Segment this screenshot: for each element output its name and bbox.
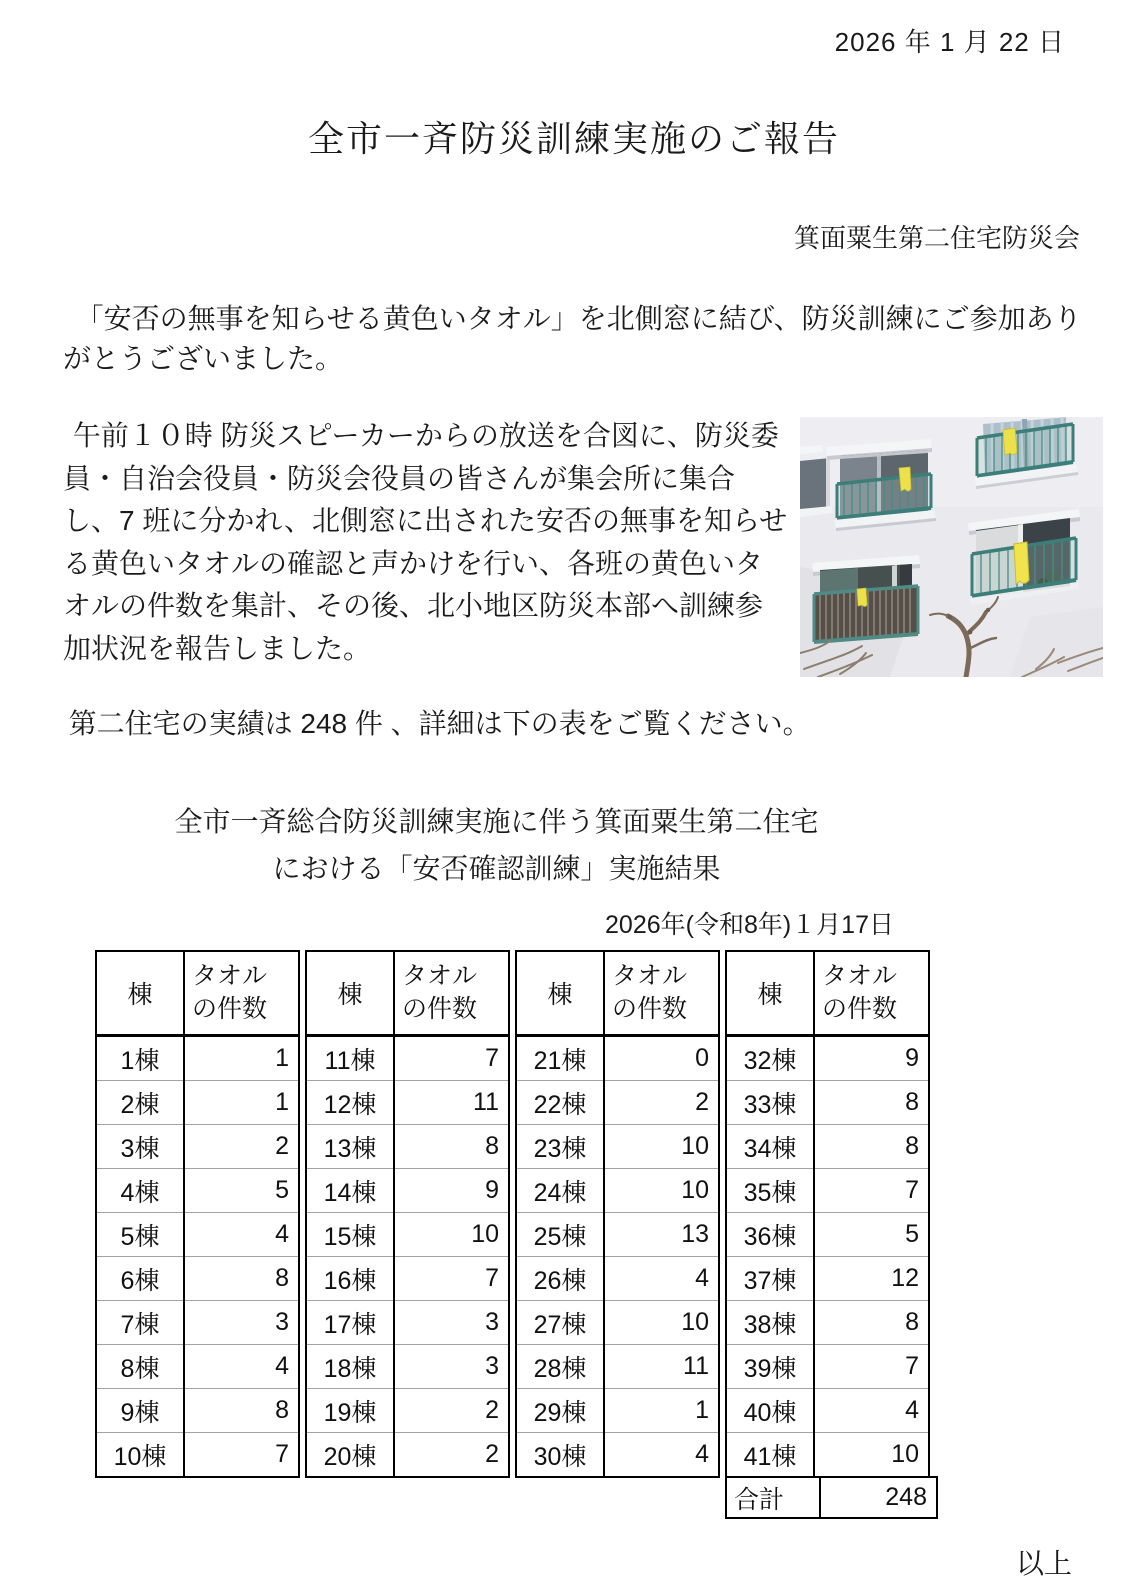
table-row <box>306 1257 509 1301</box>
results-title <box>95 798 898 892</box>
building-cell: 34棟 <box>726 1125 814 1169</box>
building-cell: 13棟 <box>306 1125 394 1169</box>
building-cell: 15棟 <box>306 1213 394 1257</box>
table-row <box>516 1169 719 1213</box>
count-cell: 2 <box>604 1081 719 1125</box>
table-row <box>96 1389 299 1433</box>
building-cell: 12棟 <box>306 1081 394 1125</box>
building-cell: 38棟 <box>726 1301 814 1345</box>
count-cell: 5 <box>184 1169 299 1213</box>
towel-count-table <box>725 950 930 1478</box>
total-label-cell: 合計 <box>726 1477 820 1518</box>
count-cell: 10 <box>814 1433 929 1478</box>
table-row <box>516 1345 719 1389</box>
count-cell: 1 <box>604 1389 719 1433</box>
count-cell: 10 <box>604 1169 719 1213</box>
total-table <box>725 1476 938 1519</box>
building-cell: 21棟 <box>516 1036 604 1081</box>
count-cell: 1 <box>275 1044 289 1072</box>
table-row <box>306 1301 509 1345</box>
page-title: 全市一斉防災訓練実施のご報告 <box>307 118 840 159</box>
table-row <box>96 1345 299 1389</box>
building-cell: 1棟 <box>96 1036 184 1081</box>
count-cell: 7 <box>184 1433 299 1478</box>
building-cell: 19棟 <box>306 1389 394 1433</box>
building-cell: 2棟 <box>96 1081 184 1125</box>
count-cell: 8 <box>814 1301 929 1345</box>
table-group-4 <box>725 950 938 1519</box>
count-cell: 10 <box>604 1125 719 1169</box>
table-row <box>516 1125 719 1169</box>
table-row <box>306 1081 509 1125</box>
building-cell: 26棟 <box>516 1257 604 1301</box>
building-cell: 36棟 <box>726 1213 814 1257</box>
table-row <box>96 1036 299 1081</box>
count-cell: 4 <box>184 1345 299 1389</box>
table-row <box>306 1125 509 1169</box>
header-count: タオル の件数 <box>814 951 929 1036</box>
building-cell: 41棟 <box>726 1433 814 1478</box>
table-row <box>516 1036 719 1081</box>
count-cell: 0 <box>695 1044 709 1072</box>
table-group-2 <box>305 950 510 1478</box>
building-cell: 5棟 <box>96 1213 184 1257</box>
table-row <box>96 1125 299 1169</box>
header-building: 棟 <box>96 951 184 1036</box>
results-section <box>95 798 927 1519</box>
count-cell: 2 <box>394 1433 509 1478</box>
building-photo <box>800 417 1103 677</box>
count-cell: 2 <box>394 1389 509 1433</box>
towel-count-table <box>305 950 510 1478</box>
table-row <box>306 1213 509 1257</box>
count-cell: 8 <box>814 1125 929 1169</box>
building-cell: 30棟 <box>516 1433 604 1478</box>
building-cell: 22棟 <box>516 1081 604 1125</box>
activity-block <box>63 415 1085 677</box>
building-cell: 33棟 <box>726 1081 814 1125</box>
building-cell: 23棟 <box>516 1125 604 1169</box>
paragraph-result: 第二住宅の実績は 248 件 、詳細は下の表をご覧ください。 <box>68 708 811 739</box>
results-date: 2026年(令和8年)１月17日 <box>605 911 894 939</box>
table-row <box>516 1433 719 1478</box>
table-row <box>726 1433 929 1478</box>
table-row <box>516 1213 719 1257</box>
table-row <box>726 1257 929 1301</box>
count-cell: 8 <box>184 1257 299 1301</box>
table-row <box>96 1257 299 1301</box>
table-row <box>516 1081 719 1125</box>
count-cell: 7 <box>485 1044 499 1072</box>
count-cell: 2 <box>184 1125 299 1169</box>
document-date: 2026 年 1 月 22 日 <box>834 27 1065 57</box>
results-title-line2: における「安否確認訓練」実施結果 <box>272 853 721 884</box>
building-cell: 37棟 <box>726 1257 814 1301</box>
count-cell: 8 <box>394 1125 509 1169</box>
count-cell: 5 <box>814 1213 929 1257</box>
building-cell: 32棟 <box>726 1036 814 1081</box>
building-cell: 39棟 <box>726 1345 814 1389</box>
header-count: タオル の件数 <box>604 951 719 1036</box>
table-row <box>96 1213 299 1257</box>
table-row <box>726 1125 929 1169</box>
table-row <box>306 1389 509 1433</box>
count-cell: 4 <box>604 1433 719 1478</box>
table-row <box>306 1433 509 1478</box>
towel-count-table <box>515 950 720 1478</box>
count-cell: 9 <box>905 1044 919 1072</box>
count-cell: 1 <box>184 1081 299 1125</box>
table-row <box>726 1081 929 1125</box>
count-cell: 13 <box>604 1213 719 1257</box>
count-cell: 11 <box>604 1345 719 1389</box>
building-cell: 24棟 <box>516 1169 604 1213</box>
building-cell: 6棟 <box>96 1257 184 1301</box>
count-cell: 3 <box>184 1301 299 1345</box>
building-cell: 11棟 <box>306 1036 394 1081</box>
building-cell: 4棟 <box>96 1169 184 1213</box>
count-cell: 3 <box>394 1301 509 1345</box>
table-row <box>726 1213 929 1257</box>
closing-word: 以上 <box>1015 1548 1072 1579</box>
count-cell: 4 <box>814 1389 929 1433</box>
building-cell: 28棟 <box>516 1345 604 1389</box>
table-row <box>96 1169 299 1213</box>
table-group-1 <box>95 950 300 1478</box>
building-photo-graphic <box>800 417 1103 677</box>
table-group-3 <box>515 950 720 1478</box>
header-building: 棟 <box>306 951 394 1036</box>
count-cell: 8 <box>814 1081 929 1125</box>
table-row <box>726 1301 929 1345</box>
building-cell: 18棟 <box>306 1345 394 1389</box>
building-cell: 17棟 <box>306 1301 394 1345</box>
building-cell: 27棟 <box>516 1301 604 1345</box>
table-row <box>516 1257 719 1301</box>
building-cell: 8棟 <box>96 1345 184 1389</box>
header-building: 棟 <box>516 951 604 1036</box>
count-cell: 10 <box>604 1301 719 1345</box>
count-cell: 7 <box>394 1257 509 1301</box>
header-count: タオル の件数 <box>184 951 299 1036</box>
table-row <box>726 1036 929 1081</box>
header-building: 棟 <box>726 951 814 1036</box>
table-row <box>726 1345 929 1389</box>
towel-count-table <box>95 950 300 1478</box>
count-cell: 3 <box>394 1345 509 1389</box>
paragraph-greeting: 「安否の無事を知らせる黄色いタオル」を北側窓に結び、防災訓練にご参加ありがとうございました。 <box>63 303 1082 374</box>
towel-table-groups <box>95 950 927 1519</box>
table-row <box>96 1433 299 1478</box>
count-cell: 7 <box>814 1345 929 1389</box>
building-cell: 29棟 <box>516 1389 604 1433</box>
count-cell: 4 <box>184 1213 299 1257</box>
author-line: 箕面粟生第二住宅防災会 <box>793 223 1080 253</box>
building-cell: 10棟 <box>96 1433 184 1478</box>
count-cell: 8 <box>184 1389 299 1433</box>
table-row <box>306 1036 509 1081</box>
table-row <box>516 1389 719 1433</box>
count-cell: 10 <box>394 1213 509 1257</box>
building-cell: 16棟 <box>306 1257 394 1301</box>
count-cell: 4 <box>604 1257 719 1301</box>
table-row <box>726 1169 929 1213</box>
table-row <box>306 1345 509 1389</box>
count-cell: 9 <box>394 1169 509 1213</box>
total-row <box>726 1477 937 1518</box>
total-value-cell: 248 <box>885 1483 927 1511</box>
building-cell: 35棟 <box>726 1169 814 1213</box>
count-cell: 11 <box>394 1081 509 1125</box>
building-cell: 3棟 <box>96 1125 184 1169</box>
table-row <box>516 1301 719 1345</box>
table-row <box>96 1081 299 1125</box>
building-cell: 9棟 <box>96 1389 184 1433</box>
building-cell: 14棟 <box>306 1169 394 1213</box>
table-row <box>726 1389 929 1433</box>
count-cell: 12 <box>814 1257 929 1301</box>
results-title-line1: 全市一斉総合防災訓練実施に伴う箕面粟生第二住宅 <box>174 806 819 837</box>
building-cell: 20棟 <box>306 1433 394 1478</box>
building-cell: 40棟 <box>726 1389 814 1433</box>
header-count: タオル の件数 <box>394 951 509 1036</box>
building-cell: 25棟 <box>516 1213 604 1257</box>
table-row <box>306 1169 509 1213</box>
count-cell: 7 <box>814 1169 929 1213</box>
table-row <box>96 1301 299 1345</box>
paragraph-activity: 午前１０時 防災スピーカーからの放送を合図に、防災委員・自治会役員・防災会役員の皆さんが集会所に集合し、7 班に分かれ、北側窓に出された安否の無事を知らせる黄色いタオルの確認と声かけを行い、各班の黄色いタオルの件数を集計、その後、北小地区防災本部へ訓練参加状況を報告しました。 <box>63 420 788 664</box>
building-cell: 7棟 <box>96 1301 184 1345</box>
